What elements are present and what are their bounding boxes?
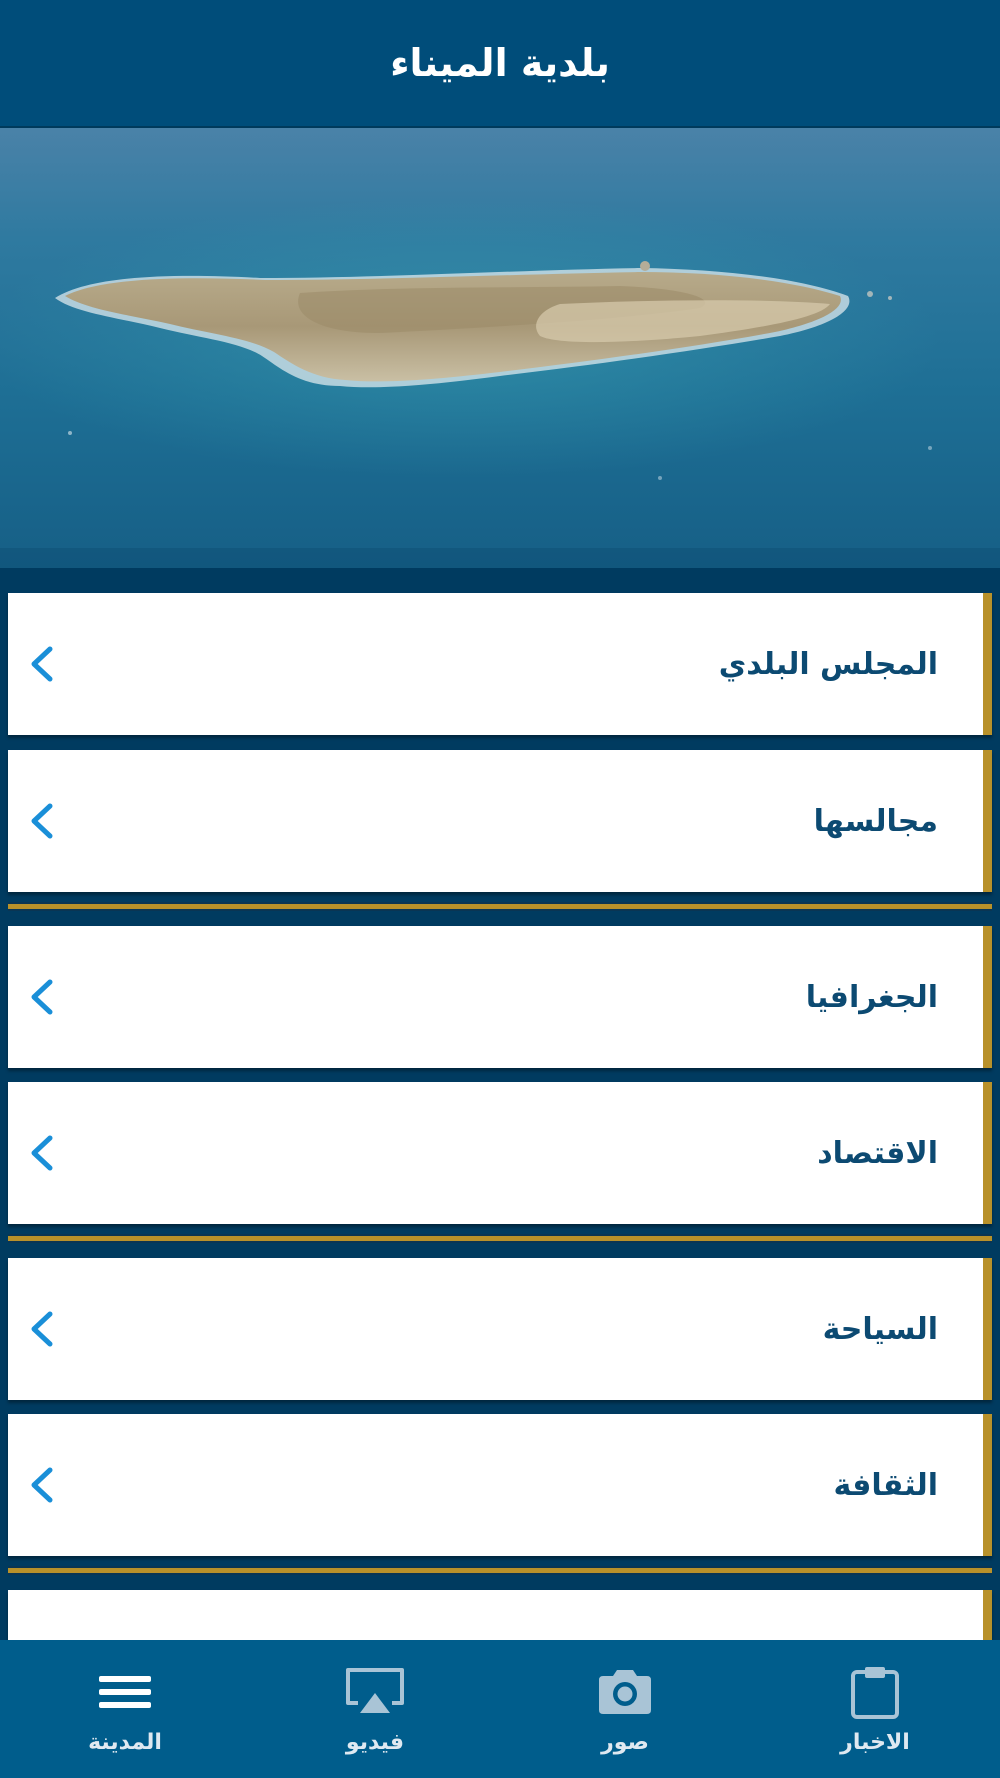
chevron-left-icon bbox=[26, 977, 56, 1017]
menu-icon bbox=[93, 1664, 157, 1720]
menu-item-councils[interactable] bbox=[8, 750, 992, 892]
app-header bbox=[0, 0, 1000, 128]
chevron-left-icon bbox=[26, 644, 56, 684]
section-divider bbox=[8, 902, 992, 911]
menu-item-label: السياحة bbox=[822, 1311, 938, 1347]
camera-icon bbox=[593, 1664, 657, 1720]
menu-item-geography[interactable] bbox=[8, 926, 992, 1068]
tab-video[interactable] bbox=[250, 1640, 500, 1778]
menu-item-label: مجالسها bbox=[813, 803, 938, 839]
island-photo bbox=[0, 128, 1000, 568]
tab-photos[interactable] bbox=[500, 1640, 750, 1778]
menu-list bbox=[0, 568, 1000, 1640]
chevron-left-icon bbox=[26, 801, 56, 841]
tab-city[interactable] bbox=[0, 1640, 250, 1778]
menu-item-label: الثقافة bbox=[833, 1467, 938, 1503]
menu-item-label: الجغرافيا bbox=[805, 979, 938, 1015]
menu-item-label: المجلس البلدي bbox=[718, 646, 938, 682]
menu-item-tourism[interactable] bbox=[8, 1258, 992, 1400]
hero-image bbox=[0, 128, 1000, 568]
tab-label: فيديو bbox=[345, 1729, 405, 1755]
menu-item-label: الاقتصاد bbox=[817, 1135, 938, 1171]
chevron-left-icon bbox=[26, 1465, 56, 1505]
tab-label: صور bbox=[601, 1729, 649, 1755]
tab-label: المدينة bbox=[88, 1729, 162, 1755]
tab-label: الاخبار bbox=[840, 1729, 910, 1755]
clipboard-icon bbox=[843, 1664, 907, 1720]
section-divider bbox=[8, 1234, 992, 1243]
section-divider bbox=[8, 1566, 992, 1575]
menu-item-municipal-council[interactable] bbox=[8, 593, 992, 735]
menu-item-culture[interactable] bbox=[8, 1414, 992, 1556]
menu-item-next[interactable] bbox=[8, 1590, 992, 1640]
chevron-left-icon bbox=[26, 1309, 56, 1349]
chevron-left-icon bbox=[26, 1133, 56, 1173]
airplay-icon bbox=[343, 1664, 407, 1720]
page-title: بلدية الميناء bbox=[390, 41, 610, 85]
bottom-tab-bar bbox=[0, 1640, 1000, 1778]
tab-news[interactable] bbox=[750, 1640, 1000, 1778]
menu-item-economy[interactable] bbox=[8, 1082, 992, 1224]
